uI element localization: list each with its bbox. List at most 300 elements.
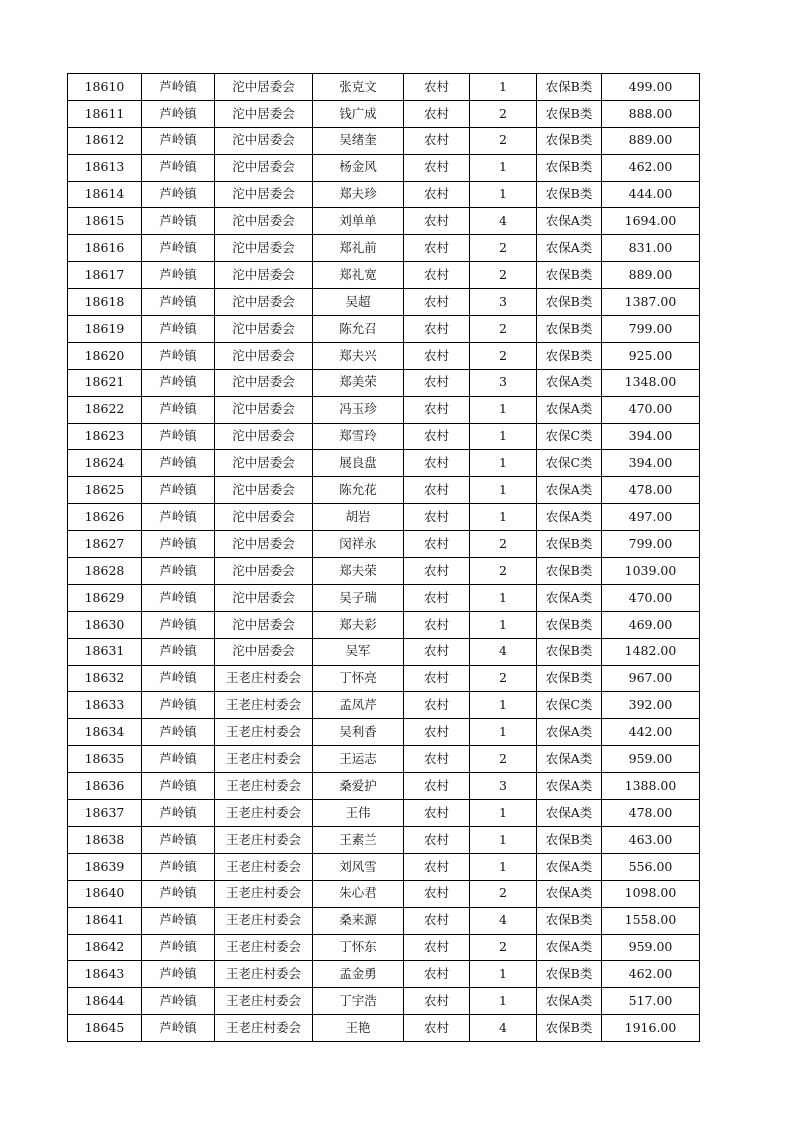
cell-amount: 959.00 [602,746,700,773]
cell-person-name: 杨金风 [313,154,404,181]
cell-committee: 王老庄村委会 [215,1015,313,1042]
cell-person-name: 吴子瑞 [313,584,404,611]
cell-amount: 556.00 [602,853,700,880]
cell-member-count: 1 [470,961,537,988]
cell-insurance-class: 农保B类 [537,289,602,316]
cell-amount: 517.00 [602,988,700,1015]
cell-record-id: 18641 [68,907,142,934]
cell-town: 芦岭镇 [142,584,215,611]
cell-insurance-class: 农保B类 [537,262,602,289]
cell-record-id: 18630 [68,611,142,638]
cell-person-name: 丁宇浩 [313,988,404,1015]
cell-amount: 799.00 [602,316,700,343]
cell-record-id: 18613 [68,154,142,181]
cell-record-id: 18643 [68,961,142,988]
cell-committee: 沱中居委会 [215,450,313,477]
cell-record-id: 18631 [68,638,142,665]
cell-member-count: 2 [470,558,537,585]
cell-member-count: 2 [470,531,537,558]
table-row [68,853,700,880]
cell-insurance-class: 农保A类 [537,477,602,504]
cell-person-name: 张克文 [313,74,404,101]
cell-member-count: 3 [470,773,537,800]
cell-town: 芦岭镇 [142,1015,215,1042]
cell-record-id: 18622 [68,396,142,423]
cell-insurance-class: 农保B类 [537,127,602,154]
cell-household-type: 农村 [404,961,470,988]
cell-household-type: 农村 [404,638,470,665]
table-row [68,369,700,396]
cell-member-count: 1 [470,719,537,746]
cell-town: 芦岭镇 [142,746,215,773]
cell-committee: 王老庄村委会 [215,934,313,961]
cell-amount: 478.00 [602,800,700,827]
cell-person-name: 郑夫兴 [313,342,404,369]
cell-amount: 1039.00 [602,558,700,585]
cell-insurance-class: 农保B类 [537,665,602,692]
cell-amount: 499.00 [602,74,700,101]
cell-person-name: 郑夫荣 [313,558,404,585]
cell-town: 芦岭镇 [142,961,215,988]
cell-record-id: 18629 [68,584,142,611]
table-row [68,450,700,477]
cell-town: 芦岭镇 [142,289,215,316]
cell-record-id: 18642 [68,934,142,961]
cell-household-type: 农村 [404,262,470,289]
cell-committee: 王老庄村委会 [215,853,313,880]
cell-member-count: 1 [470,396,537,423]
cell-member-count: 4 [470,208,537,235]
cell-record-id: 18644 [68,988,142,1015]
cell-amount: 1916.00 [602,1015,700,1042]
cell-insurance-class: 农保A类 [537,773,602,800]
table-row [68,719,700,746]
cell-committee: 王老庄村委会 [215,961,313,988]
cell-committee: 沱中居委会 [215,531,313,558]
cell-member-count: 1 [470,988,537,1015]
cell-member-count: 1 [470,826,537,853]
cell-member-count: 1 [470,450,537,477]
table-row [68,127,700,154]
cell-insurance-class: 农保A类 [537,369,602,396]
cell-person-name: 王艳 [313,1015,404,1042]
cell-member-count: 1 [470,611,537,638]
cell-amount: 967.00 [602,665,700,692]
cell-committee: 王老庄村委会 [215,773,313,800]
cell-person-name: 陈允花 [313,477,404,504]
cell-town: 芦岭镇 [142,369,215,396]
cell-record-id: 18627 [68,531,142,558]
cell-insurance-class: 农保B类 [537,961,602,988]
cell-town: 芦岭镇 [142,907,215,934]
cell-amount: 462.00 [602,961,700,988]
cell-amount: 1694.00 [602,208,700,235]
cell-household-type: 农村 [404,396,470,423]
cell-insurance-class: 农保A类 [537,880,602,907]
cell-member-count: 2 [470,235,537,262]
table-row [68,154,700,181]
cell-record-id: 18611 [68,100,142,127]
cell-town: 芦岭镇 [142,396,215,423]
cell-record-id: 18625 [68,477,142,504]
cell-amount: 463.00 [602,826,700,853]
cell-amount: 1348.00 [602,369,700,396]
cell-member-count: 1 [470,423,537,450]
cell-town: 芦岭镇 [142,342,215,369]
cell-household-type: 农村 [404,746,470,773]
cell-committee: 沱中居委会 [215,154,313,181]
cell-insurance-class: 农保B类 [537,100,602,127]
cell-record-id: 18616 [68,235,142,262]
cell-amount: 442.00 [602,719,700,746]
cell-record-id: 18626 [68,504,142,531]
cell-insurance-class: 农保A类 [537,719,602,746]
cell-insurance-class: 农保B类 [537,638,602,665]
cell-insurance-class: 农保B类 [537,826,602,853]
cell-committee: 沱中居委会 [215,208,313,235]
table-row [68,100,700,127]
cell-record-id: 18617 [68,262,142,289]
cell-committee: 沱中居委会 [215,74,313,101]
cell-member-count: 1 [470,477,537,504]
cell-household-type: 农村 [404,665,470,692]
cell-committee: 沱中居委会 [215,611,313,638]
cell-member-count: 2 [470,934,537,961]
cell-insurance-class: 农保B类 [537,154,602,181]
cell-insurance-class: 农保A类 [537,396,602,423]
cell-committee: 王老庄村委会 [215,692,313,719]
cell-insurance-class: 农保A类 [537,988,602,1015]
cell-household-type: 农村 [404,800,470,827]
cell-insurance-class: 农保B类 [537,611,602,638]
cell-insurance-class: 农保A类 [537,584,602,611]
cell-amount: 1482.00 [602,638,700,665]
table-row [68,800,700,827]
cell-household-type: 农村 [404,316,470,343]
cell-record-id: 18628 [68,558,142,585]
cell-committee: 王老庄村委会 [215,880,313,907]
cell-person-name: 吴军 [313,638,404,665]
cell-member-count: 1 [470,154,537,181]
cell-household-type: 农村 [404,692,470,719]
cell-person-name: 孟凤芹 [313,692,404,719]
cell-amount: 444.00 [602,181,700,208]
cell-committee: 王老庄村委会 [215,665,313,692]
cell-person-name: 郑美荣 [313,369,404,396]
cell-record-id: 18635 [68,746,142,773]
cell-member-count: 1 [470,74,537,101]
cell-town: 芦岭镇 [142,531,215,558]
cell-town: 芦岭镇 [142,773,215,800]
cell-town: 芦岭镇 [142,719,215,746]
cell-member-count: 1 [470,692,537,719]
cell-member-count: 1 [470,800,537,827]
cell-member-count: 2 [470,665,537,692]
cell-member-count: 2 [470,316,537,343]
cell-insurance-class: 农保A类 [537,853,602,880]
cell-member-count: 1 [470,504,537,531]
cell-member-count: 4 [470,638,537,665]
cell-household-type: 农村 [404,235,470,262]
cell-household-type: 农村 [404,584,470,611]
table-row [68,638,700,665]
cell-household-type: 农村 [404,880,470,907]
cell-amount: 831.00 [602,235,700,262]
cell-member-count: 2 [470,127,537,154]
cell-insurance-class: 农保A类 [537,504,602,531]
cell-member-count: 1 [470,853,537,880]
cell-person-name: 刘风雪 [313,853,404,880]
cell-insurance-class: 农保B类 [537,907,602,934]
cell-person-name: 丁怀亮 [313,665,404,692]
table-row [68,773,700,800]
cell-member-count: 2 [470,262,537,289]
cell-town: 芦岭镇 [142,477,215,504]
cell-person-name: 王伟 [313,800,404,827]
cell-amount: 394.00 [602,450,700,477]
cell-person-name: 吴超 [313,289,404,316]
cell-person-name: 郑夫彩 [313,611,404,638]
cell-town: 芦岭镇 [142,934,215,961]
cell-amount: 462.00 [602,154,700,181]
cell-insurance-class: 农保B类 [537,342,602,369]
cell-committee: 沱中居委会 [215,127,313,154]
table-row [68,235,700,262]
cell-person-name: 冯玉珍 [313,396,404,423]
cell-household-type: 农村 [404,853,470,880]
table-row [68,477,700,504]
cell-person-name: 桑来源 [313,907,404,934]
cell-amount: 925.00 [602,342,700,369]
cell-town: 芦岭镇 [142,423,215,450]
cell-committee: 沱中居委会 [215,100,313,127]
cell-insurance-class: 农保B类 [537,74,602,101]
table-row [68,504,700,531]
cell-insurance-class: 农保C类 [537,423,602,450]
cell-amount: 1558.00 [602,907,700,934]
table-row [68,665,700,692]
cell-household-type: 农村 [404,100,470,127]
table-row [68,611,700,638]
cell-household-type: 农村 [404,74,470,101]
cell-record-id: 18632 [68,665,142,692]
cell-member-count: 2 [470,342,537,369]
cell-insurance-class: 农保B类 [537,181,602,208]
cell-member-count: 2 [470,746,537,773]
cell-record-id: 18610 [68,74,142,101]
cell-town: 芦岭镇 [142,235,215,262]
cell-amount: 394.00 [602,423,700,450]
cell-person-name: 吴绪奎 [313,127,404,154]
table-row [68,316,700,343]
cell-committee: 沱中居委会 [215,289,313,316]
table-row [68,558,700,585]
cell-amount: 470.00 [602,584,700,611]
table-row [68,907,700,934]
cell-record-id: 18618 [68,289,142,316]
cell-household-type: 农村 [404,719,470,746]
cell-person-name: 孟金勇 [313,961,404,988]
cell-person-name: 郑雪玲 [313,423,404,450]
cell-town: 芦岭镇 [142,181,215,208]
cell-household-type: 农村 [404,907,470,934]
table-row [68,692,700,719]
cell-insurance-class: 农保B类 [537,558,602,585]
cell-town: 芦岭镇 [142,988,215,1015]
cell-household-type: 农村 [404,826,470,853]
cell-household-type: 农村 [404,208,470,235]
cell-town: 芦岭镇 [142,665,215,692]
cell-amount: 470.00 [602,396,700,423]
cell-committee: 沱中居委会 [215,423,313,450]
cell-person-name: 朱心君 [313,880,404,907]
table-row [68,342,700,369]
table-row [68,181,700,208]
cell-insurance-class: 农保A类 [537,235,602,262]
cell-record-id: 18636 [68,773,142,800]
cell-amount: 1387.00 [602,289,700,316]
cell-member-count: 1 [470,584,537,611]
cell-household-type: 农村 [404,773,470,800]
cell-committee: 沱中居委会 [215,584,313,611]
cell-person-name: 郑礼前 [313,235,404,262]
table-row [68,746,700,773]
cell-committee: 沱中居委会 [215,477,313,504]
cell-committee: 沱中居委会 [215,316,313,343]
cell-insurance-class: 农保B类 [537,1015,602,1042]
cell-amount: 888.00 [602,100,700,127]
cell-household-type: 农村 [404,934,470,961]
cell-record-id: 18634 [68,719,142,746]
cell-committee: 沱中居委会 [215,558,313,585]
cell-record-id: 18614 [68,181,142,208]
cell-committee: 沱中居委会 [215,262,313,289]
cell-insurance-class: 农保A类 [537,746,602,773]
table-row [68,826,700,853]
cell-member-count: 4 [470,907,537,934]
cell-person-name: 郑礼宽 [313,262,404,289]
cell-person-name: 刘单单 [313,208,404,235]
cell-amount: 959.00 [602,934,700,961]
cell-insurance-class: 农保A类 [537,800,602,827]
cell-amount: 889.00 [602,127,700,154]
cell-committee: 王老庄村委会 [215,988,313,1015]
cell-record-id: 18621 [68,369,142,396]
cell-household-type: 农村 [404,342,470,369]
cell-person-name: 丁怀东 [313,934,404,961]
table-row [68,262,700,289]
cell-household-type: 农村 [404,611,470,638]
cell-town: 芦岭镇 [142,316,215,343]
cell-insurance-class: 农保A类 [537,934,602,961]
cell-town: 芦岭镇 [142,154,215,181]
cell-insurance-class: 农保B类 [537,531,602,558]
cell-household-type: 农村 [404,154,470,181]
table-row [68,961,700,988]
cell-amount: 469.00 [602,611,700,638]
cell-amount: 392.00 [602,692,700,719]
cell-person-name: 吴利香 [313,719,404,746]
cell-record-id: 18638 [68,826,142,853]
cell-person-name: 展良盘 [313,450,404,477]
cell-record-id: 18620 [68,342,142,369]
cell-amount: 1098.00 [602,880,700,907]
cell-person-name: 闵祥永 [313,531,404,558]
cell-household-type: 农村 [404,477,470,504]
cell-town: 芦岭镇 [142,127,215,154]
cell-household-type: 农村 [404,369,470,396]
cell-town: 芦岭镇 [142,692,215,719]
cell-household-type: 农村 [404,988,470,1015]
cell-member-count: 3 [470,289,537,316]
cell-committee: 沱中居委会 [215,638,313,665]
cell-town: 芦岭镇 [142,262,215,289]
table-row [68,396,700,423]
cell-committee: 王老庄村委会 [215,800,313,827]
cell-committee: 王老庄村委会 [215,907,313,934]
cell-person-name: 王运志 [313,746,404,773]
cell-member-count: 2 [470,880,537,907]
cell-person-name: 钱广成 [313,100,404,127]
cell-amount: 497.00 [602,504,700,531]
table-row [68,988,700,1015]
cell-town: 芦岭镇 [142,558,215,585]
cell-committee: 沱中居委会 [215,504,313,531]
cell-town: 芦岭镇 [142,100,215,127]
cell-town: 芦岭镇 [142,826,215,853]
table-row [68,584,700,611]
table-row [68,1015,700,1042]
cell-insurance-class: 农保C类 [537,450,602,477]
cell-household-type: 农村 [404,450,470,477]
cell-town: 芦岭镇 [142,853,215,880]
cell-household-type: 农村 [404,181,470,208]
cell-amount: 889.00 [602,262,700,289]
cell-person-name: 胡岩 [313,504,404,531]
table-row [68,289,700,316]
table-body [68,74,700,1042]
cell-committee: 王老庄村委会 [215,826,313,853]
table-row [68,880,700,907]
cell-record-id: 18624 [68,450,142,477]
cell-record-id: 18619 [68,316,142,343]
table-row [68,423,700,450]
cell-person-name: 王素兰 [313,826,404,853]
cell-record-id: 18615 [68,208,142,235]
cell-town: 芦岭镇 [142,208,215,235]
cell-town: 芦岭镇 [142,74,215,101]
cell-member-count: 1 [470,181,537,208]
cell-record-id: 18639 [68,853,142,880]
cell-committee: 沱中居委会 [215,396,313,423]
cell-record-id: 18623 [68,423,142,450]
cell-committee: 沱中居委会 [215,369,313,396]
table-row [68,208,700,235]
cell-insurance-class: 农保C类 [537,692,602,719]
table-row [68,74,700,101]
cell-town: 芦岭镇 [142,504,215,531]
cell-record-id: 18637 [68,800,142,827]
cell-household-type: 农村 [404,1015,470,1042]
cell-record-id: 18633 [68,692,142,719]
cell-person-name: 郑夫珍 [313,181,404,208]
table-row [68,531,700,558]
cell-member-count: 3 [470,369,537,396]
data-table [67,73,700,1042]
cell-insurance-class: 农保B类 [537,316,602,343]
cell-record-id: 18645 [68,1015,142,1042]
cell-member-count: 2 [470,100,537,127]
